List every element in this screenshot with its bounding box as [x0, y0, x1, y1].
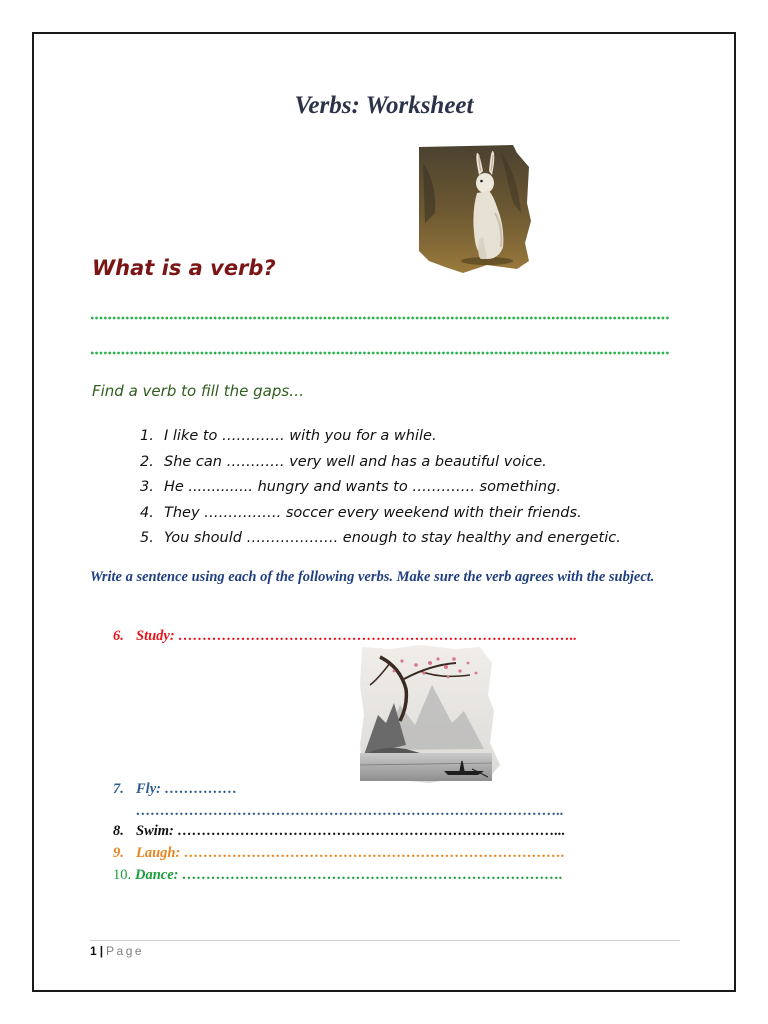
sentence-item-swim: 8. Swim: ……………………………………………………………………... [113, 823, 566, 839]
worksheet-title: Verbs: Worksheet [294, 92, 474, 119]
footer-separator: | [99, 944, 104, 958]
answer-dotted-line-1 [90, 316, 670, 320]
sentence-item-study: 6. Study: ……………………………………………………………………….. [113, 628, 578, 644]
rabbit-illustration [417, 143, 531, 277]
sentence-item-laugh: 9. Laugh: ……………………………………………………………………. [113, 845, 565, 861]
sentence-item-fly-continuation: …………………………………………………………………………….. [136, 803, 564, 819]
section-heading: What is a verb? [92, 256, 276, 280]
landscape-illustration [360, 645, 505, 785]
list-item: 3. He .............. hungry and wants to …………. something. [140, 479, 561, 495]
list-item: 2. She can ………… very well and has a beautiful voice. [140, 453, 547, 470]
page-label: Page [106, 944, 145, 958]
sentence-item-fly: 7. Fly: …………… [113, 781, 238, 797]
list-item: 1. I like to …………. with you for a while. [140, 428, 437, 444]
list-item: 5. You should ………………. enough to stay healthy and energetic. [140, 530, 621, 546]
instruction-fill-gaps: Find a verb to fill the gaps… [92, 382, 305, 400]
footer-divider [90, 940, 680, 941]
page-number: 1 [90, 944, 97, 958]
page-footer [90, 944, 144, 958]
answer-dotted-line-2 [90, 351, 670, 355]
instruction-write-sentences: Write a sentence using each of the following verbs. Make sure the verb agrees with the subject. [90, 569, 655, 585]
sentence-item-dance: 10. Dance: ……………………………………………………………………. [113, 867, 563, 883]
list-item: 4. They ……………. soccer every weekend with their friends. [140, 504, 582, 521]
fill-gaps-list [140, 426, 621, 554]
